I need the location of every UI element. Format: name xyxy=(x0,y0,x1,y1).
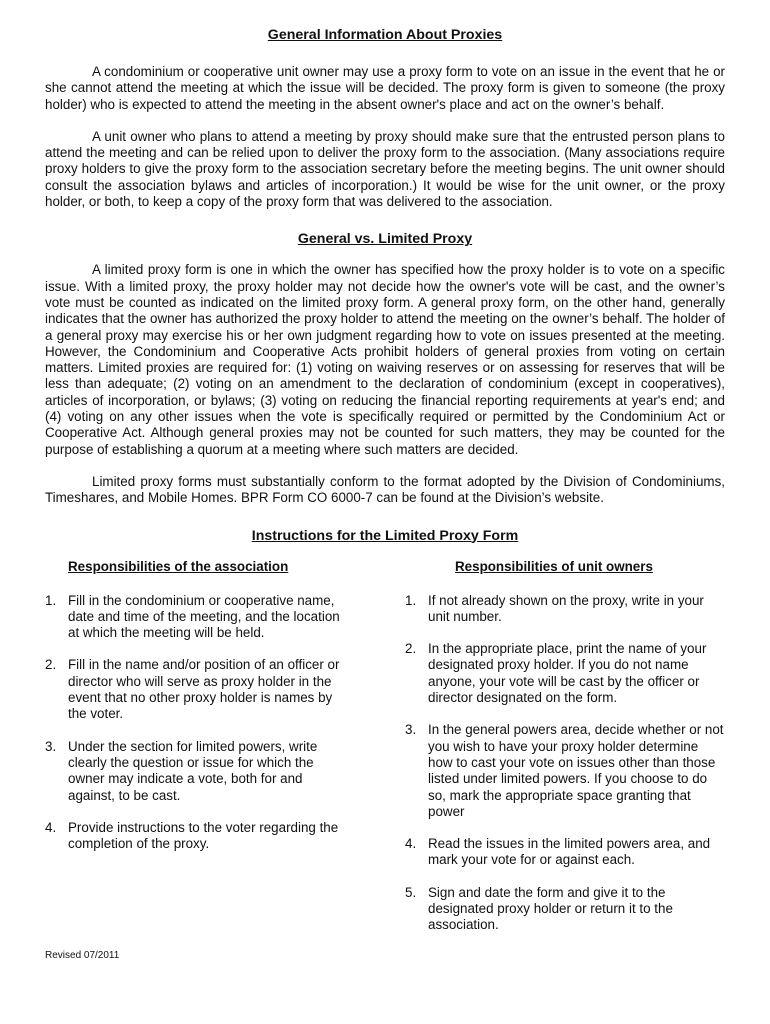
association-item xyxy=(45,739,350,804)
association-item xyxy=(45,657,350,722)
item-number: 1. xyxy=(45,592,57,608)
item-text: In the appropriate place, print the name of your designated proxy holder. If you do not name anyone, your vote will be cast by the officer or director designated on the form. xyxy=(428,641,707,706)
item-number: 1. xyxy=(405,592,417,608)
item-text: Provide instructions to the voter regarding the completion of the proxy. xyxy=(68,819,339,852)
limited-proxy-paragraph: A limited proxy form is one in which the owner has specified how the proxy holder is to vote on a specific issue. With a limited proxy, the proxy holder may not decide how the owner's vote will be cast, and the owner’s vote must be counted as indicated on the limited proxy form. A general proxy form, on the other hand, generally indicates that the owner has authorized the proxy holder to attend the meeting on the owner’s behalf. The holder of a general proxy may exercise his or her own judgment regarding how to vote on issues presented at the meeting. However, the Condominium and Cooperative Acts prohibit holders of general proxies from voting on certain matters. Limited proxies are required for: (1) voting on waiving reserves or on assessing for reserves that will be less than adequate; (2) voting on an amendment to the declaration of condominium (except in cooperatives), articles of incorporation, or bylaws; (3) voting on reducing the financial reporting requirements at year's end; and (4) voting on any other issues when the vote is specifically required or permitted by the Condominium Act or Cooperative Act. Although general proxies may not be counted for such matters, they may be counted for the purpose of establishing a quorum at a meeting where such matters are decided. xyxy=(45,262,725,457)
owners-item xyxy=(405,885,725,934)
owners-item xyxy=(405,722,725,820)
item-text: Fill in the name and/or position of an officer or director who will serve as proxy holder in the event that no other proxy holder is names by the voter. xyxy=(68,657,340,722)
association-list xyxy=(45,593,350,853)
owners-heading: Responsibilities of unit owners xyxy=(455,558,653,574)
item-text: Read the issues in the limited powers area, and mark your vote for or against each. xyxy=(428,836,711,868)
item-number: 3. xyxy=(405,722,417,738)
instructions-columns xyxy=(45,559,725,950)
association-column xyxy=(45,559,350,950)
general-vs-limited-heading: General vs. Limited Proxy xyxy=(297,231,473,248)
item-number: 3. xyxy=(45,738,57,754)
form-conformance-paragraph: Limited proxy forms must substantially conform to the format adopted by the Division of Condominiums, Timeshares, and Mobile Homes. BPR Form CO 6000-7 can be found at the Division’s website. xyxy=(45,473,725,506)
document-page xyxy=(45,26,725,950)
item-text: Under the section for limited powers, write clearly the question or issue for which the owner may indicate a vote, both for and against, to be cast. xyxy=(68,738,318,803)
owners-column xyxy=(405,559,725,950)
owners-list xyxy=(405,593,725,934)
item-number: 2. xyxy=(405,641,417,657)
item-text: In the general powers area, decide whether or not you wish to have your proxy holder determine how to cast your vote on issues other than those listed under limited powers. If you choose to do so, mark the appropriate space granting that power xyxy=(428,722,724,819)
association-item xyxy=(45,593,350,642)
intro-paragraph-1: A condominium or cooperative unit owner may use a proxy form to vote on an issue in the event that he or she cannot attend the meeting at which the issue will be decided. The proxy form is given to someone (the proxy holder) who is expected to attend the meeting in the absent owner's place and act on the owner’s behalf. xyxy=(45,64,725,112)
item-text: Sign and date the form and give it to the designated proxy holder or return it to the association. xyxy=(428,884,673,933)
page-title: General Information About Proxies xyxy=(267,27,503,43)
owners-item xyxy=(405,593,725,626)
item-number: 4. xyxy=(45,819,57,835)
item-text: Fill in the condominium or cooperative name, date and time of the meeting, and the location at which the meeting will be held. xyxy=(68,592,340,641)
item-number: 5. xyxy=(405,884,417,900)
instructions-heading: Instructions for the Limited Proxy Form xyxy=(251,527,519,544)
owners-item xyxy=(405,641,725,706)
association-heading: Responsibilities of the association xyxy=(68,558,289,574)
item-number: 4. xyxy=(405,836,417,852)
item-text: If not already shown on the proxy, write in your unit number. xyxy=(428,592,704,624)
association-item xyxy=(45,820,350,853)
revision-note: Revised 07/2011 xyxy=(45,950,120,961)
owners-item xyxy=(405,836,725,869)
intro-paragraph-2: A unit owner who plans to attend a meeting by proxy should make sure that the entrusted person plans to attend the meeting and can be relied upon to deliver the proxy form to the association. (Many associations require proxy holders to give the proxy form to the association secretary before the meeting begins. The unit owner should consult the association bylaws and articles of incorporation.) It would be wise for the unit owner, or the proxy holder, or both, to keep a copy of the proxy form that was delivered to the association. xyxy=(45,128,725,210)
item-number: 2. xyxy=(45,657,57,673)
